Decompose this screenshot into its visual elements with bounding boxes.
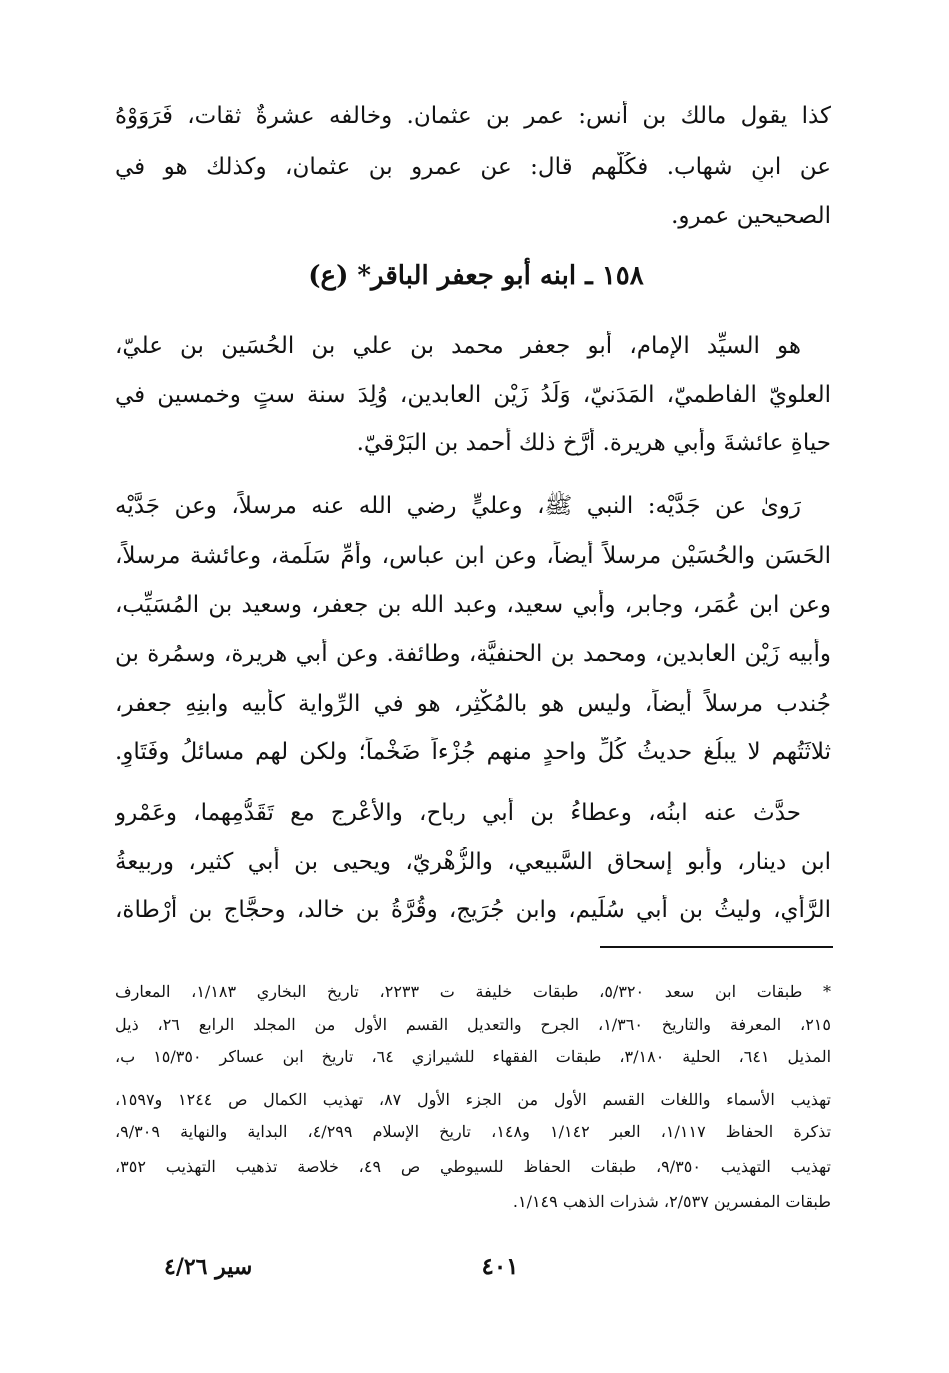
body-line: حياةِ عائشةَ وأبي هريرة. أرَّخ ذلك أحمد بن البَرْقيّ.: [356, 430, 831, 456]
body-line: الرَّأْي، وليثُ بن أبي سُلَيم، وابن جُرَيج، وقُرَّةُ بن خالد، وحجَّاج بن أرْطاة،: [115, 897, 831, 923]
footnote-line: ٢١٥، المعرفة والتاريخ ١/٣٦٠، الجرح والتعديل القسم الأول من المجلد الرابع ٢٦، ذيل: [115, 1015, 831, 1034]
printer-signature: سير ٤/٢٦: [164, 1254, 253, 1280]
footnote-line: المذيل ٦٤١، الحلية ٣/١٨٠، طبقات الفقهاء للشيرازي ٦٤، تاريخ ابن عساكر ١٥/٣٥٠ ب،: [115, 1047, 831, 1066]
footnote-line: تهذيب الأسماء واللغات القسم الأول من الجزء الأول ٨٧، تهذيب الكمال ص ١٢٤٤ و١٥٩٧،: [115, 1090, 831, 1109]
body-line: وأبيه زَيْن العابدين، ومحمد بن الحنفيَّة، وطائفة. وعن أبي هريرة، وسمُرة بن: [115, 641, 831, 667]
footnote-line: تذكرة الحفاظ ١/١١٧، العبر ١/١٤٢ و١٤٨، تاريخ الإسلام ٤/٢٩٩، البداية والنهاية ٩/٣٠٩،: [115, 1122, 831, 1141]
body-line: رَوىٰ عن جَدَّيْه: النبي ﷺ، وعليٍّ رضي الله عنه مرسلاً، وعن جَدَّيْه: [115, 493, 801, 519]
body-line: حدَّث عنه ابنُه، وعطاءُ بن أبي رباح، والأعْرج مع تَقَدُّمِهما، وعَمْرو: [115, 800, 801, 826]
biography-heading: ١٥٨ ـ ابنه أبو جعفر الباقر* (ع): [308, 261, 644, 291]
page-number: ٤٠١: [481, 1253, 519, 1280]
body-line: ثلاثَتُهم لا يبلُغ حديثُ كُلِّ واحدٍ منهم جُزْءاً ضَخْماً؛ ولكن لهم مسائلُ وفَتَاوٍ.: [115, 739, 831, 765]
body-line: الحَسَن والحُسَيْن مرسلاً أيضاً، وعن ابن عباس، وأُمِّ سَلَمة، وعائشة مرسلاً،: [115, 543, 831, 569]
footnote-divider: [600, 946, 833, 948]
footnote-line: تهذيب التهذيب ٩/٣٥٠، طبقات الحفاظ للسيوطي ص ٤٩، خلاصة تذهيب التهذيب ٣٥٢،: [115, 1157, 831, 1176]
body-line: هو السيِّد الإمام، أبو جعفر محمد بن علي بن الحُسَين بن عليّ،: [115, 333, 801, 359]
body-line: الصحيحين عمرو.: [671, 203, 831, 229]
footnote-line: طبقات المفسرين ٢/٥٣٧، شذرات الذهب ١/١٤٩.: [512, 1192, 831, 1211]
body-line: ابن دينار، وأبو إسحاق السَّبيعي، والزُّهْريّ، ويحيى بن أبي كثير، وربيعةُ: [115, 849, 831, 875]
body-line: جُندب مرسلاً أيضاً، وليس هو بالمُكْثِر، هو في الرِّواية كأبيه وابنِهِ جعفر،: [115, 691, 831, 717]
body-line: العلويّ الفاطميّ، المَدَنيّ، وَلَدُ زَيْن العابدين، وُلِدَ سنة ستٍ وخمسين في: [115, 382, 831, 408]
body-line: وعن ابن عُمَر، وجابر، وأبي سعيد، وعبد الله بن جعفر، وسعيد بن المُسَيِّب،: [115, 592, 831, 618]
body-line: عن ابنِ شهاب. فكُلُّهم قال: عن عمرو بن عثمان، وكذلك هو في: [115, 154, 831, 180]
footnote-line: * طبقات ابن سعد ٥/٣٢٠، طبقات خليفة ت ٢٢٣٣، تاريخ البخاري ١/١٨٣، المعارف: [115, 982, 831, 1001]
body-line: كذا يقول مالك بن أنس: عمر بن عثمان. وخالفه عشرةٌ ثقات، فَرَوَوْهُ: [115, 103, 831, 129]
